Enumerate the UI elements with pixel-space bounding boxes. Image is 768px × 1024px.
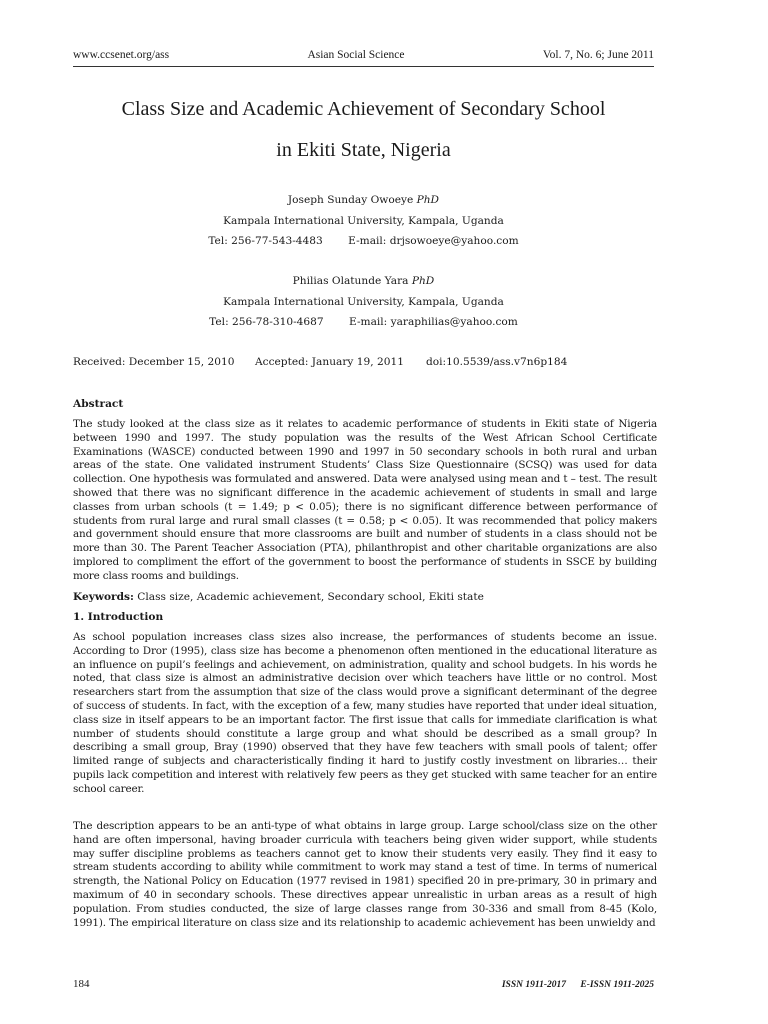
author-email-link[interactable]: E-mail: yaraphilias@yahoo.com [349, 316, 518, 328]
page-footer [73, 978, 654, 990]
issn-print: ISSN 1911-2017 [501, 980, 566, 990]
author-email-link[interactable]: E-mail: drjsowoeye@yahoo.com [348, 235, 519, 247]
author-contact [73, 231, 654, 252]
author-affiliation: Kampala International University, Kampala, Uganda [223, 214, 504, 227]
page-number: 184 [73, 978, 90, 990]
author-name: Philias Olatunde Yara [292, 275, 409, 287]
journal-url-link[interactable]: www.ccsenet.org/ass [73, 49, 170, 61]
intro-paragraph-2: The description appears to be an anti-type of what obtains in large group. Large school/class size on the other hand are often impersonal, having broader curricula with teachers being given wider support, while students may suffer discipline problems as teachers cannot get to know their students very easily. They find it easy to stream students according to ability while commitment to work may stand a test of time. In terms of numerical strength, the National Policy on Education (1977 revised in 1981) specified 20 in pre-primary, 30 in primary and maximum of 40 in secondary schools. These directives appear unrealistic in urban areas as a result of high population. From studies conducted, the size of large classes range from 30-336 and small from 8-45 (Kolo, 1991). The empirical literature on class size and its relationship to academic achievement has been unwieldy and [73, 820, 657, 929]
header-divider [73, 66, 654, 67]
author-phone: Tel: 256-78-310-4687 [209, 316, 324, 328]
running-header [73, 49, 654, 61]
author-degree: PhD [411, 275, 435, 287]
keywords-label: Keywords: [73, 591, 134, 603]
issn-electronic: E-ISSN 1911-2025 [580, 980, 654, 990]
issn-info [502, 980, 654, 990]
author-block-1 [73, 190, 654, 252]
accepted-date: Accepted: January 19, 2011 [255, 356, 404, 368]
volume-info: Vol. 7, No. 6; June 2011 [542, 49, 654, 61]
author-name-line [73, 271, 654, 292]
intro-paragraph-1: As school population increases class sizes also increase, the performances of students become an issue. According to Dror (1995), class size has become a phenomenon often mentioned in the educational literature as an influence on pupil’s feelings and achievement, on administration, quality and school budgets. In his words he noted, that class size is almost an administrative decision over which teachers have little or no control. Most researchers start from the assumption that size of the class would prove a significant determinant of the degree of success of students. In fact, with the exception of a few, many studies have reported that under ideal situation, class size in itself appears to be an important factor. The first issue that calls for immediate clarification is what number of students should constitute a large group and what should be described as a small group? In describing a small group, Bray (1990) observed that they have few teachers with small pools of talent; offer limited range of subjects and characteristically finding it hard to justify costly investment on libraries… their pupils lack competition and interest with relatively few peers as they get stucked with same teacher for an entire school career. [73, 631, 657, 795]
received-date: Received: December 15, 2010 [73, 356, 235, 368]
author-degree: PhD [416, 194, 440, 206]
author-phone: Tel: 256-77-543-4483 [208, 235, 323, 247]
author-name: Joseph Sunday Owoeye [287, 194, 414, 206]
paper-title-line-2: in Ekiti State, Nigeria [276, 139, 451, 161]
abstract-text: The study looked at the class size as it relates to academic performance of students in Ekiti state of Nigeria between 1990 and 1997. The study population was the results of the West African School Certificate Examinations (WASCE) conducted between 1990 and 1997 in 50 secondary schools in both rural and urban areas of the state. One validated instrument Students’ Class Size Questionnaire (SCSQ) was used for data collection. One hypothesis was formulated and answered. Data were analysed using mean and t – test. The result showed that there was no significant difference in the academic achievement of students in small and large classes from urban schools (t = 1.49; p < 0.05); there is no significant difference between performance of students from rural large and rural small classes (t = 0.58; p < 0.05). It was recommended that policy makers and government should ensure that more classrooms are built and number of students in a class should not be more than 30. The Parent Teacher Association (PTA), philanthropist and other charitable organizations are also implored to compliment the effort of the government to boost the performance of students in SSCE by building more class rooms and buildings. [73, 418, 657, 582]
author-name-line [73, 190, 654, 211]
keywords-text: Class size, Academic achievement, Secondary school, Ekiti state [137, 591, 484, 603]
author-block-2 [73, 271, 654, 333]
doi-link[interactable]: doi:10.5539/ass.v7n6p184 [426, 356, 568, 368]
abstract-heading: Abstract [73, 398, 124, 410]
author-affiliation: Kampala International University, Kampala, Uganda [223, 295, 504, 308]
section-heading: 1. Introduction [73, 611, 164, 623]
journal-name: Asian Social Science [307, 49, 405, 61]
paper-title-line-1: Class Size and Academic Achievement of Secondary School [121, 98, 606, 120]
author-contact [73, 312, 654, 333]
keywords-line [73, 591, 657, 603]
